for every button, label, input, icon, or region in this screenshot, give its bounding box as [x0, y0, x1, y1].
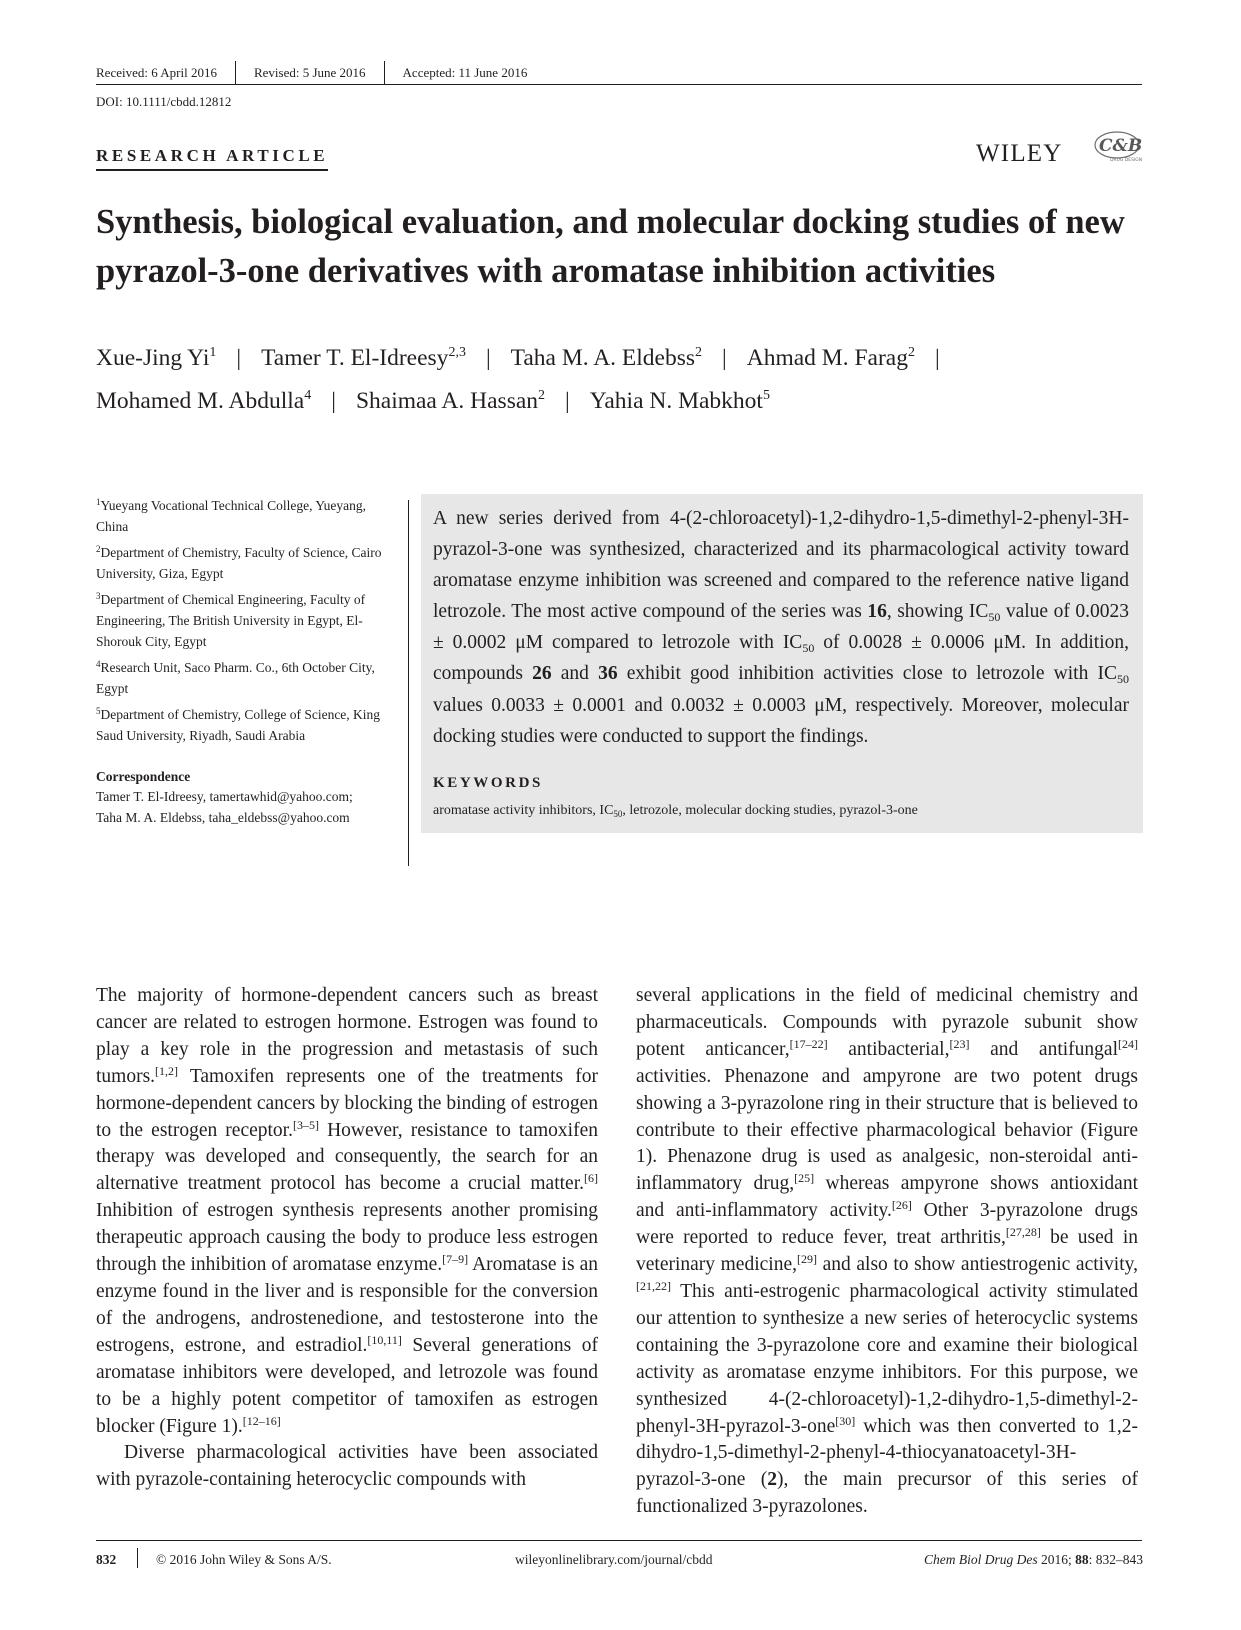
affiliation: $^2$Department of Chemistry, Faculty of Science, Cairo University, Giza, Egypt: [96, 544, 382, 581]
author[interactable]: Xue-Jing Yi$^1$: [96, 345, 217, 371]
citation[interactable]: [27,28]: [1005, 1225, 1041, 1240]
author-list: Xue-Jing Yi$^1$ | Tamer T. El-Idreesy$^{2,3}$ | Taha M. A. Eldebss$^2$ | Ahmad M. Farag$^2$ | Mohamed M. Abdulla$^4$ | Shaimaa A. Hassan$^2$ | Yahia N. Mabkhot$^5$: [96, 345, 940, 414]
publisher-logo: WILEY: [976, 140, 1063, 167]
citation[interactable]: [30]: [835, 1413, 856, 1428]
body-column-right: [636, 983, 1138, 1521]
citation[interactable]: [24]: [1118, 1036, 1138, 1051]
citation[interactable]: [26]: [891, 1198, 912, 1213]
header-rule: [96, 84, 1142, 85]
citation[interactable]: [7–9]: [442, 1252, 469, 1267]
citation[interactable]: [1,2]: [155, 1063, 179, 1078]
affiliations: [96, 496, 382, 828]
paragraph: several applications in the field of medicinal chemistry and pharmaceuticals. Compounds with pyrazole subunit show potent anticancer,[17–22] antibacterial,[23] and antifungal[24] activities. Phenazone and ampyrone are two potent drugs showing a 3-pyrazolone ring in their structure that is believed to contribute to their effective pharmacological behavior (Figure 1). Phenazone drug is used as analgesic, non-steroidal anti-inflammatory drug,[25] whereas ampyrone shows antioxidant and anti-inflammatory activity.[26] Other 3-pyrazolone drugs were reported to reduce fever, treat arthritis,[27,28] be used in veterinary medicine,[29] and also to show antiestrogenic activity,[21,22] This anti-estrogenic pharmacological activity stimulated our attention to synthesize a new series of heterocyclic systems containing the 3-pyrazolone core and examine their biological activity as aromatase enzyme inhibitors. For this purpose, we synthesized 4-(2-chloroacetyl)-1,2-dihydro-1,5-dimethyl-2-phenyl-3H-pyrazol-3-one[30] which was then converted to 1,2-dihydro-1,5-dimethyl-2-phenyl-4-thiocyanatoacetyl-3H-pyrazol-3-one (2), the main precursor of this series of functionalized 3-pyrazolones.: [636, 985, 1138, 1518]
citation[interactable]: [21,22]: [636, 1278, 671, 1293]
accepted-date: Accepted: 11 June 2016: [402, 65, 528, 80]
author[interactable]: Mohamed M. Abdulla$^4$: [96, 388, 312, 414]
correspondence-line[interactable]: Tamer T. El-Idreesy, tamertawhid@yahoo.com;: [96, 789, 353, 805]
abstract-box: [421, 494, 1143, 833]
doi[interactable]: DOI: 10.1111/cbdd.12812: [96, 94, 232, 109]
paragraph: Diverse pharmacological activities have been associated with pyrazole-containing heterocyclic compounds with: [96, 1442, 598, 1491]
citation[interactable]: [23]: [949, 1036, 970, 1051]
citation[interactable]: [25]: [794, 1171, 815, 1186]
divider: [384, 61, 385, 85]
paragraph: The majority of hormone-dependent cancers such as breast cancer are related to estrogen hormone. Estrogen was found to play a key role in the progression and metastasis of such tumors.[1,2] Tamoxifen represents one of the treatments for hormone-dependent cancers by blocking the binding of estrogen to the estrogen receptor.[3–5] However, resistance to tamoxifen therapy was developed and consequently, the search for an alternative treatment protocol has become a crucial matter.[6] Inhibition of estrogen synthesis represents another promising therapeutic approach causing the body to produce less estrogen through the inhibition of aromatase enzyme.[7–9] Aromatase is an enzyme found in the liver and is responsible for the conversion of the androgens, androstenedione, and testosterone into the estrogens, estrone, and estradiol.[10,11] Several generations of aromatase inhibitors were developed, and letrozole was found to be a highly potent competitor of tamoxifen as estrogen blocker (Figure 1).[12–16]: [96, 985, 598, 1437]
abstract-text: A new series derived from 4-(2-chloroacetyl)-1,2-dihydro-1,5-dimethyl-2-phenyl-3H-pyrazol-3-one was synthesized, characterized and its pharmacological activity toward aromatase enzyme inhibition was screened and compared to the reference native ligand letrozole. The most active compound of the series was 16, showing $IC_{50}$ value of 0.0023 ± 0.0002 μM compared to letrozole with $IC_{50}$ of 0.0028 ± 0.0006 μM. In addition, compounds 26 and 36 exhibit good inhibition activities close to letrozole with $IC_{50}$ values 0.0033 ± 0.0001 and 0.0032 ± 0.0003 μM, respectively. Moreover, molecular docking studies were conducted to support the findings.: [433, 508, 1130, 747]
section-label: RESEARCH ARTICLE: [96, 146, 328, 171]
svg-text:DRUG DESIGN: DRUG DESIGN: [1110, 158, 1142, 163]
affiliation: $^3$Department of Chemical Engineering, Faculty of Engineering, The British University in Egypt, El-Shorouk City, Egypt: [96, 591, 366, 649]
author[interactable]: Ahmad M. Farag$^2$: [746, 345, 915, 371]
affiliation: $^5$Department of Chemistry, College of Science, King Saud University, Riyadh, Saudi Arabia: [96, 706, 381, 743]
affiliation: $^1$Yueyang Vocational Technical College, Yueyang, China: [96, 497, 366, 534]
affiliation: $^4$Research Unit, Saco Pharm. Co., 6th October City, Egypt: [96, 659, 375, 696]
copyright: © 2016 John Wiley & Sons A/S.: [156, 1552, 332, 1567]
keywords-list: aromatase activity inhibitors, $IC_{50}$, letrozole, molecular docking studies, pyrazol-3-one: [433, 803, 918, 819]
journal-logo-icon: [1092, 130, 1142, 164]
keywords-heading: KEYWORDS: [433, 775, 543, 791]
citation[interactable]: [6]: [584, 1171, 598, 1186]
author[interactable]: Yahia N. Mabkhot$^5$: [589, 388, 770, 414]
divider: [137, 1548, 138, 1568]
journal-citation: Chem Biol Drug Des 2016; 88: 832–843: [923, 1552, 1143, 1567]
citation[interactable]: [3–5]: [292, 1117, 319, 1132]
correspondence-line[interactable]: Taha M. A. Eldebss, taha_eldebss@yahoo.com: [96, 809, 350, 825]
body-column-left: [96, 983, 598, 1494]
citation[interactable]: [17–22]: [789, 1036, 828, 1051]
article-dates: [96, 61, 527, 85]
divider: [235, 61, 236, 85]
page-number: 832: [96, 1552, 117, 1567]
citation[interactable]: [12–16]: [242, 1413, 281, 1428]
column-divider: [408, 500, 409, 866]
author[interactable]: Tamer T. El-Idreesy$^{2,3}$: [261, 345, 466, 371]
received-date: Received: 6 April 2016: [96, 65, 217, 80]
citation[interactable]: [10,11]: [367, 1332, 402, 1347]
svg-text:C&B: C&B: [1099, 136, 1142, 156]
article-title: Synthesis, biological evaluation, and molecular docking studies of new pyrazol-3-one derivatives with aromatase inhibition activities: [96, 203, 1125, 290]
author[interactable]: Taha M. A. Eldebss$^2$: [510, 345, 703, 371]
footer-rule: [96, 1540, 1142, 1541]
journal-url[interactable]: wileyonlinelibrary.com/journal/cbdd: [515, 1552, 713, 1567]
revised-date: Revised: 5 June 2016: [253, 65, 366, 80]
correspondence-heading: Correspondence: [96, 768, 191, 784]
citation[interactable]: [29]: [797, 1252, 817, 1267]
author[interactable]: Shaimaa A. Hassan$^2$: [355, 388, 546, 414]
